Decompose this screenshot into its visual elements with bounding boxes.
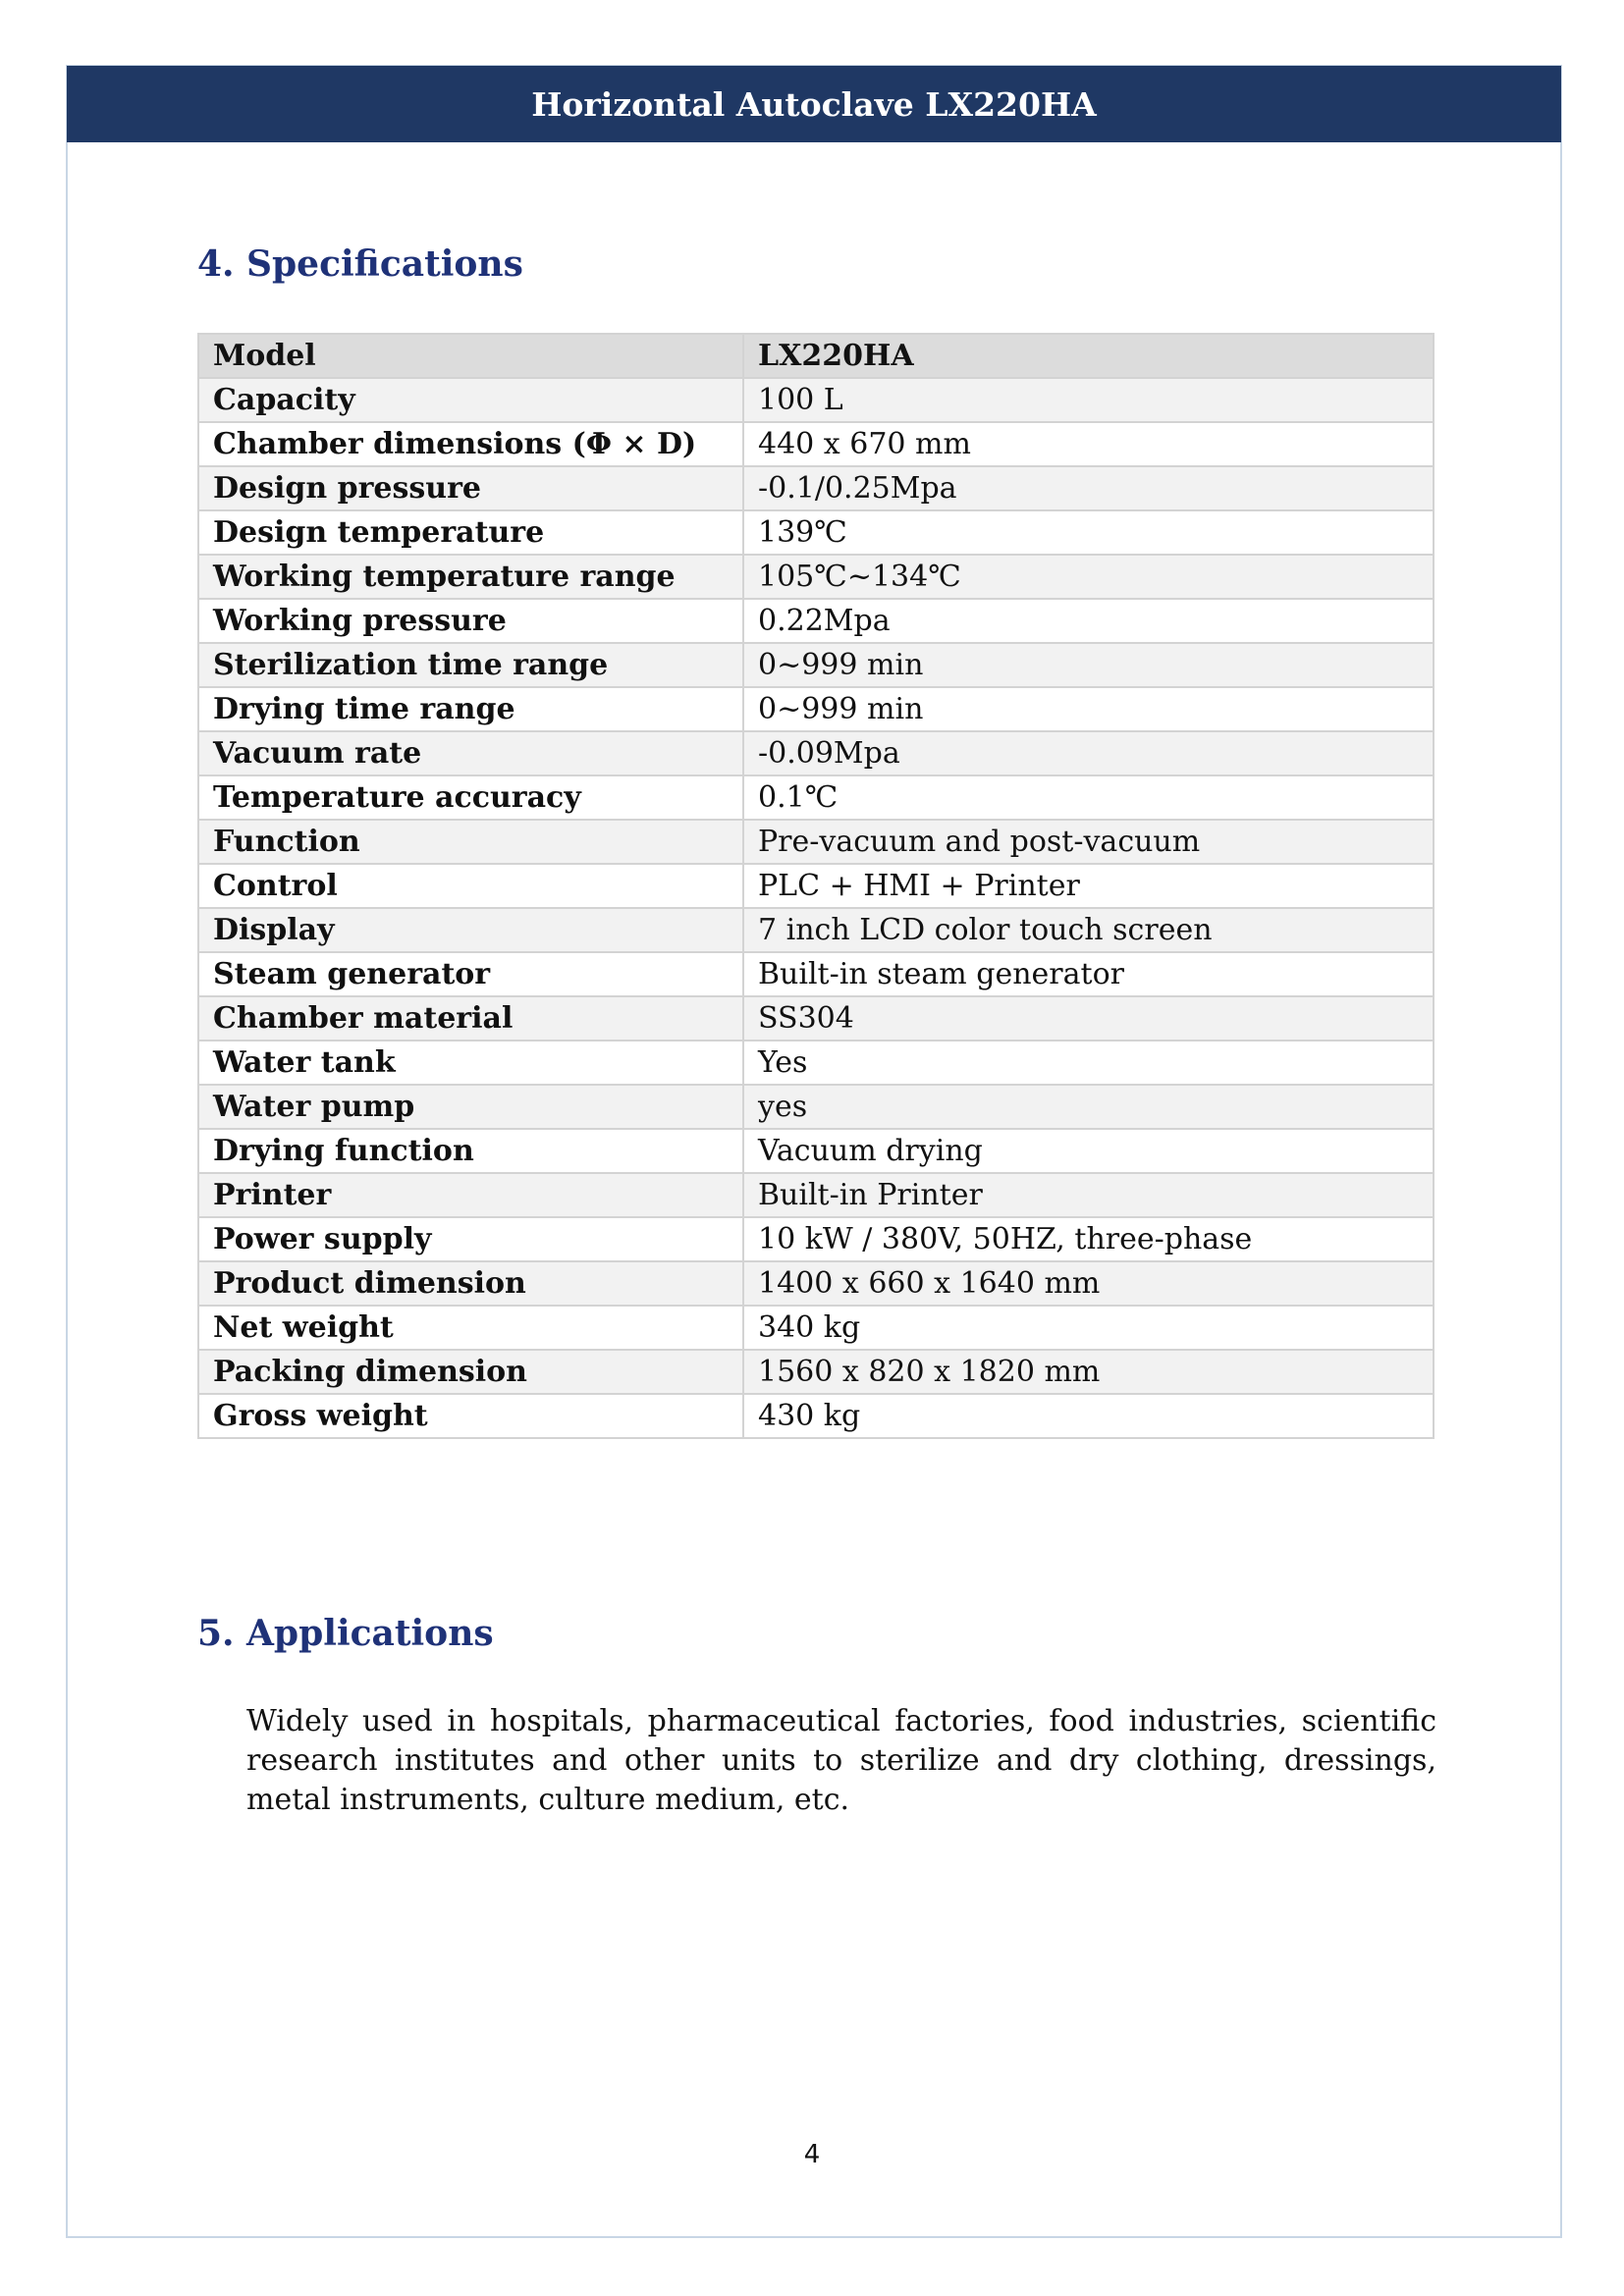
spec-value: 7 inch LCD color touch screen [743,908,1434,952]
spec-value: 10 kW / 380V, 50HZ, three-phase [743,1217,1434,1261]
spec-label: Control [198,864,743,908]
spec-label: Packing dimension [198,1350,743,1394]
spec-value: 440 x 670 mm [743,422,1434,466]
page-number: 4 [803,2140,821,2169]
spec-value: PLC + HMI + Printer [743,864,1434,908]
spec-value: 100 L [743,378,1434,422]
spec-value: 105℃~134℃ [743,555,1434,599]
spec-label: Steam generator [198,952,743,996]
table-row [198,1085,1434,1129]
spec-value: -0.1/0.25Mpa [743,466,1434,510]
spec-label: Vacuum rate [198,731,743,775]
spec-label: Function [198,820,743,864]
spec-value: SS304 [743,996,1434,1041]
spec-value: 139℃ [743,510,1434,555]
table-row [198,422,1434,466]
table-row [198,466,1434,510]
table-row [198,996,1434,1041]
table-row [198,952,1434,996]
table-row [198,731,1434,775]
table-row [198,1350,1434,1394]
spec-label: Working pressure [198,599,743,643]
section-title: Specifications [246,243,523,285]
section-title: Applications [246,1613,494,1654]
table-header-row [198,334,1434,378]
spec-label: Display [198,908,743,952]
section-number: 5. [197,1613,235,1654]
table-row [198,1173,1434,1217]
spec-label: Power supply [198,1217,743,1261]
spec-label: Drying function [198,1129,743,1173]
spec-label: Capacity [198,378,743,422]
spec-label: Water tank [198,1041,743,1085]
spec-label: Printer [198,1173,743,1217]
document-title: Horizontal Autoclave LX220HA [531,84,1097,124]
table-row [198,820,1434,864]
table-row [198,1306,1434,1350]
table-row [198,1261,1434,1306]
table-row [198,510,1434,555]
spec-value: 430 kg [743,1394,1434,1438]
spec-label: Working temperature range [198,555,743,599]
table-row [198,643,1434,687]
spec-label: Drying time range [198,687,743,731]
table-header-value: LX220HA [743,334,1434,378]
spec-value: Built-in Printer [743,1173,1434,1217]
spec-label: Chamber dimensions (Φ × D) [198,422,743,466]
spec-value: yes [743,1085,1434,1129]
spec-label: Sterilization time range [198,643,743,687]
spec-label: Water pump [198,1085,743,1129]
spec-label: Temperature accuracy [198,775,743,820]
spec-label: Gross weight [198,1394,743,1438]
spec-value: Built-in steam generator [743,952,1434,996]
table-row [198,864,1434,908]
specifications-table [197,333,1435,1439]
table-row [198,1394,1434,1438]
table-row [198,1217,1434,1261]
spec-value: Pre-vacuum and post-vacuum [743,820,1434,864]
table-row [198,775,1434,820]
spec-value: 1560 x 820 x 1820 mm [743,1350,1434,1394]
applications-text: Widely used in hospitals, pharmaceutical factories, food industries, scientific research institutes and other units to sterilize and dry clothing, dressings, metal instruments, culture medium, etc. [246,1704,1436,1817]
spec-value: 0.1℃ [743,775,1434,820]
table-row [198,687,1434,731]
spec-value: 1400 x 660 x 1640 mm [743,1261,1434,1306]
spec-value: Vacuum drying [743,1129,1434,1173]
spec-label: Design temperature [198,510,743,555]
spec-value: 340 kg [743,1306,1434,1350]
spec-label: Design pressure [198,466,743,510]
spec-label: Product dimension [198,1261,743,1306]
applications-heading [197,1613,494,1654]
spec-label: Chamber material [198,996,743,1041]
spec-value: 0.22Mpa [743,599,1434,643]
spec-value: -0.09Mpa [743,731,1434,775]
section-number: 4. [197,243,235,285]
table-row [198,1129,1434,1173]
specifications-heading [197,243,523,285]
table-row [198,555,1434,599]
spec-label: Net weight [198,1306,743,1350]
spec-value: 0~999 min [743,643,1434,687]
table-row [198,378,1434,422]
table-row [198,599,1434,643]
header-bar [67,66,1561,142]
spec-value: Yes [743,1041,1434,1085]
table-row [198,908,1434,952]
table-row [198,1041,1434,1085]
spec-value: 0~999 min [743,687,1434,731]
table-header-label: Model [198,334,743,378]
